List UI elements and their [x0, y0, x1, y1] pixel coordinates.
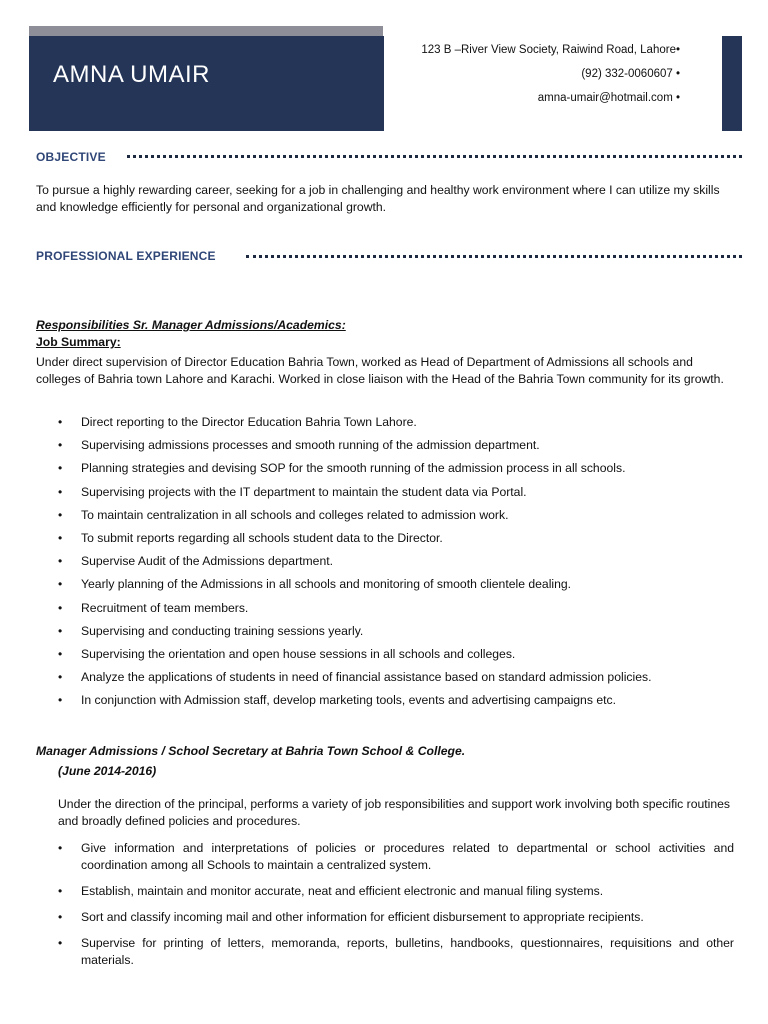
list-item: • In conjunction with Admission staff, develop marketing tools, events and advertising campaigns etc.	[36, 692, 736, 715]
list-item: • Analyze the applications of students in need of financial assistance based on standard admission policies.	[36, 669, 736, 692]
role2-dates: (June 2014-2016)	[58, 764, 157, 778]
list-item: • Supervise Audit of the Admissions department.	[36, 553, 736, 576]
role1-title: Responsibilities Sr. Manager Admissions/Academics:	[36, 318, 346, 332]
list-item: • Direct reporting to the Director Education Bahria Town Lahore.	[36, 414, 736, 437]
objective-divider	[127, 155, 742, 158]
job-summary-label: Job Summary:	[36, 335, 121, 349]
role2-bullet-list	[36, 840, 734, 978]
contact-email[interactable]: amna-umair@hotmail.com •	[537, 92, 680, 104]
list-item: • Supervising admissions processes and smooth running of the admission department.	[36, 437, 736, 460]
list-item: • Supervising and conducting training sessions yearly.	[36, 623, 736, 646]
list-item: • Supervise for printing of letters, memoranda, reports, bulletins, handbooks, questionnaires, requisitions and other materials.	[36, 935, 734, 969]
list-item: • Planning strategies and devising SOP for the smooth running of the admission process in all schools.	[36, 460, 736, 483]
name-block	[29, 36, 384, 131]
header-side-bar	[722, 36, 742, 131]
list-item: • To submit reports regarding all schools student data to the Director.	[36, 530, 736, 553]
role1-bullet-list	[36, 414, 736, 715]
candidate-name: AMNA UMAIR	[53, 61, 211, 88]
objective-text: To pursue a highly rewarding career, seeking for a job in challenging and healthy work environment where I can utilize my skills and knowledge efficiently for personal and organizational growth.	[36, 183, 720, 214]
contact-block	[421, 38, 680, 110]
contact-phone: (92) 332-0060607 •	[581, 68, 680, 80]
list-item: • Give information and interpretations of policies or procedures related to departmental or school activities and coordination among all Schools to maintain a centralized system.	[36, 840, 734, 874]
list-item: • Recruitment of team members.	[36, 600, 736, 623]
header-stripe	[29, 26, 383, 36]
experience-heading: PROFESSIONAL EXPERIENCE	[36, 249, 216, 263]
role2-summary: Under the direction of the principal, performs a variety of job responsibilities and support work involving both specific routines and broadly defined policies and procedures.	[58, 797, 731, 828]
contact-address: 123 B –River View Society, Raiwind Road, Lahore•	[421, 44, 680, 56]
role1-summary: Under direct supervision of Director Education Bahria Town, worked as Head of Department of Admissions all schools and colleges of Bahria town Lahore and Karachi. Worked in close liaison with the Head of the Bahria Town community for its growth.	[36, 355, 724, 386]
list-item: • To maintain centralization in all schools and colleges related to admission work.	[36, 507, 736, 530]
experience-divider	[246, 255, 742, 258]
list-item: • Sort and classify incoming mail and other information for efficient disbursement to appropriate recipients.	[36, 909, 734, 926]
list-item: • Yearly planning of the Admissions in all schools and monitoring of smooth clientele dealing.	[36, 576, 736, 599]
role2-title: Manager Admissions / School Secretary at Bahria Town School & College.	[36, 744, 466, 758]
list-item: • Supervising the orientation and open house sessions in all schools and colleges.	[36, 646, 736, 669]
objective-heading: OBJECTIVE	[36, 150, 106, 164]
list-item: • Supervising projects with the IT department to maintain the student data via Portal.	[36, 484, 736, 507]
list-item: • Establish, maintain and monitor accurate, neat and efficient electronic and manual filing systems.	[36, 883, 734, 900]
